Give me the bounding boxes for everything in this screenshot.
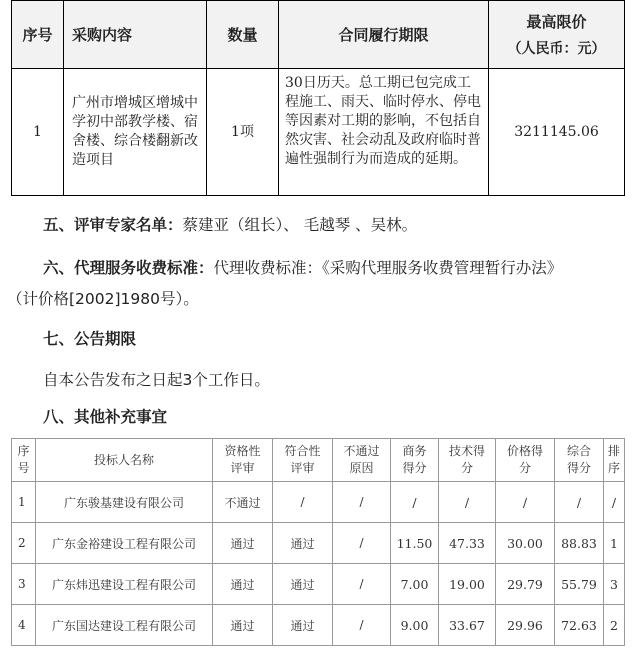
row-seq: 1 bbox=[12, 69, 64, 196]
scoring-header-cell bbox=[604, 439, 625, 482]
scoring-cell: 33.67 bbox=[439, 605, 496, 646]
header-quantity: 数量 bbox=[207, 1, 279, 69]
scoring-header-text: 商务 bbox=[402, 444, 427, 458]
section-6-text: 代理收费标准：《采购代理服务收费管理暂行办法》 bbox=[213, 259, 563, 277]
scoring-cell: 88.83 bbox=[555, 523, 604, 564]
section-8-heading bbox=[43, 405, 638, 427]
scoring-cell: / bbox=[555, 482, 604, 523]
header-seq: 序号 bbox=[12, 1, 64, 69]
scoring-header-text: 排 bbox=[607, 444, 620, 458]
scoring-header-cell bbox=[12, 439, 36, 482]
scoring-header-cell bbox=[333, 439, 391, 482]
scoring-cell: / bbox=[273, 482, 333, 523]
header-period: 合同履行期限 bbox=[279, 1, 489, 69]
scoring-header-text: 序 bbox=[607, 461, 620, 475]
scoring-header-text: 分 bbox=[518, 461, 531, 475]
scoring-header-row bbox=[12, 439, 625, 482]
scoring-cell: 1 bbox=[12, 482, 36, 523]
scoring-row bbox=[12, 523, 625, 564]
scoring-header-text: 序 bbox=[17, 444, 30, 458]
bidder-name: 广东炜迅建设工程有限公司 bbox=[36, 564, 213, 605]
scoring-header-text: 技术得 bbox=[448, 444, 485, 458]
procurement-header-row bbox=[12, 1, 625, 69]
scoring-cell: 19.00 bbox=[439, 564, 496, 605]
header-content: 采购内容 bbox=[64, 1, 207, 69]
scoring-cell: 30.00 bbox=[496, 523, 555, 564]
scoring-header-text: 评审 bbox=[290, 461, 315, 475]
scoring-cell: 11.50 bbox=[391, 523, 439, 564]
scoring-header-text: 符合性 bbox=[284, 444, 321, 458]
scoring-header-cell bbox=[36, 439, 213, 482]
scoring-row bbox=[12, 605, 625, 646]
scoring-cell: / bbox=[333, 605, 391, 646]
scoring-cell: 通过 bbox=[273, 605, 333, 646]
scoring-table bbox=[11, 438, 625, 646]
scoring-cell: 通过 bbox=[273, 523, 333, 564]
scoring-cell: 7.00 bbox=[391, 564, 439, 605]
section-7-heading-text: 七、公告期限 bbox=[43, 330, 137, 348]
row-quantity: 1项 bbox=[207, 69, 279, 196]
section-5-text: 蔡建亚（组长）、 毛越琴 、吴林。 bbox=[182, 216, 418, 234]
scoring-cell: / bbox=[333, 564, 391, 605]
section-6-heading: 六、代理服务收费标准： bbox=[43, 259, 214, 277]
scoring-header-cell bbox=[496, 439, 555, 482]
scoring-header-text: 分 bbox=[460, 461, 473, 475]
scoring-cell: 47.33 bbox=[439, 523, 496, 564]
scoring-header-text: 价格得 bbox=[506, 444, 543, 458]
procurement-row bbox=[12, 69, 625, 196]
scoring-cell: 3 bbox=[604, 564, 625, 605]
scoring-cell: 29.79 bbox=[496, 564, 555, 605]
scoring-cell: 通过 bbox=[213, 605, 273, 646]
scoring-cell: 72.63 bbox=[555, 605, 604, 646]
scoring-header-cell bbox=[213, 439, 273, 482]
scoring-header-text: 号 bbox=[17, 461, 30, 475]
scoring-cell: 3 bbox=[12, 564, 36, 605]
scoring-cell: 29.96 bbox=[496, 605, 555, 646]
scoring-cell: / bbox=[333, 482, 391, 523]
scoring-cell: / bbox=[496, 482, 555, 523]
scoring-table-body bbox=[12, 439, 625, 646]
header-price bbox=[489, 1, 625, 69]
row-period: 30日历天。总工期已包完成工程施工、雨天、临时停水、停电等因素对工期的影响，不包括自然灾害、社会动乱及政府临时普遍性强制行为而造成的延期。 bbox=[279, 69, 489, 196]
procurement-table bbox=[11, 0, 625, 196]
row-price: 3211145.06 bbox=[489, 69, 625, 196]
scoring-row bbox=[12, 482, 625, 523]
scoring-cell: 2 bbox=[604, 605, 625, 646]
header-price-unit: （人民币：元） bbox=[507, 41, 606, 57]
scoring-cell: 2 bbox=[12, 523, 36, 564]
scoring-header-text: 原因 bbox=[349, 461, 374, 475]
scoring-cell: 9.00 bbox=[391, 605, 439, 646]
header-price-title: 最高限价 bbox=[526, 13, 587, 31]
scoring-header-cell bbox=[273, 439, 333, 482]
scoring-row bbox=[12, 564, 625, 605]
scoring-cell: / bbox=[439, 482, 496, 523]
scoring-header-cell bbox=[555, 439, 604, 482]
scoring-header-text: 资格性 bbox=[224, 444, 261, 458]
scoring-header-text: 得分 bbox=[402, 461, 427, 475]
scoring-cell: 通过 bbox=[213, 523, 273, 564]
section-5 bbox=[43, 213, 638, 235]
scoring-cell: / bbox=[391, 482, 439, 523]
section-7-text: 自本公告发布之日起3个工作日。 bbox=[43, 371, 270, 389]
section-6 bbox=[43, 256, 638, 278]
scoring-cell: 55.79 bbox=[555, 564, 604, 605]
scoring-header-text: 得分 bbox=[566, 461, 591, 475]
scoring-cell: / bbox=[333, 523, 391, 564]
scoring-cell: 1 bbox=[604, 523, 625, 564]
row-project: 广州市增城区增城中学初中部教学楼、宿舍楼、综合楼翻新改造项目 bbox=[64, 69, 207, 196]
scoring-cell: / bbox=[604, 482, 625, 523]
section-7-heading bbox=[43, 327, 638, 349]
scoring-header-text: 综合 bbox=[566, 444, 591, 458]
section-8-heading-text: 八、其他补充事宜 bbox=[43, 408, 168, 426]
scoring-header-cell bbox=[391, 439, 439, 482]
bidder-name: 广东国达建设工程有限公司 bbox=[36, 605, 213, 646]
scoring-cell: 不通过 bbox=[213, 482, 273, 523]
scoring-cell: 通过 bbox=[213, 564, 273, 605]
scoring-header-text: 投标人名称 bbox=[93, 452, 154, 467]
scoring-header-text: 评审 bbox=[230, 461, 255, 475]
scoring-cell: 通过 bbox=[273, 564, 333, 605]
section-5-heading: 五、评审专家名单： bbox=[43, 216, 183, 234]
bidder-name: 广东金裕建设工程有限公司 bbox=[36, 523, 213, 564]
section-6-continued: （计价格[2002]1980号）。 bbox=[7, 290, 199, 308]
scoring-cell: 4 bbox=[12, 605, 36, 646]
bidder-name: 广东骏基建设有限公司 bbox=[36, 482, 213, 523]
scoring-header-cell bbox=[439, 439, 496, 482]
scoring-header-text: 不通过 bbox=[343, 444, 380, 458]
